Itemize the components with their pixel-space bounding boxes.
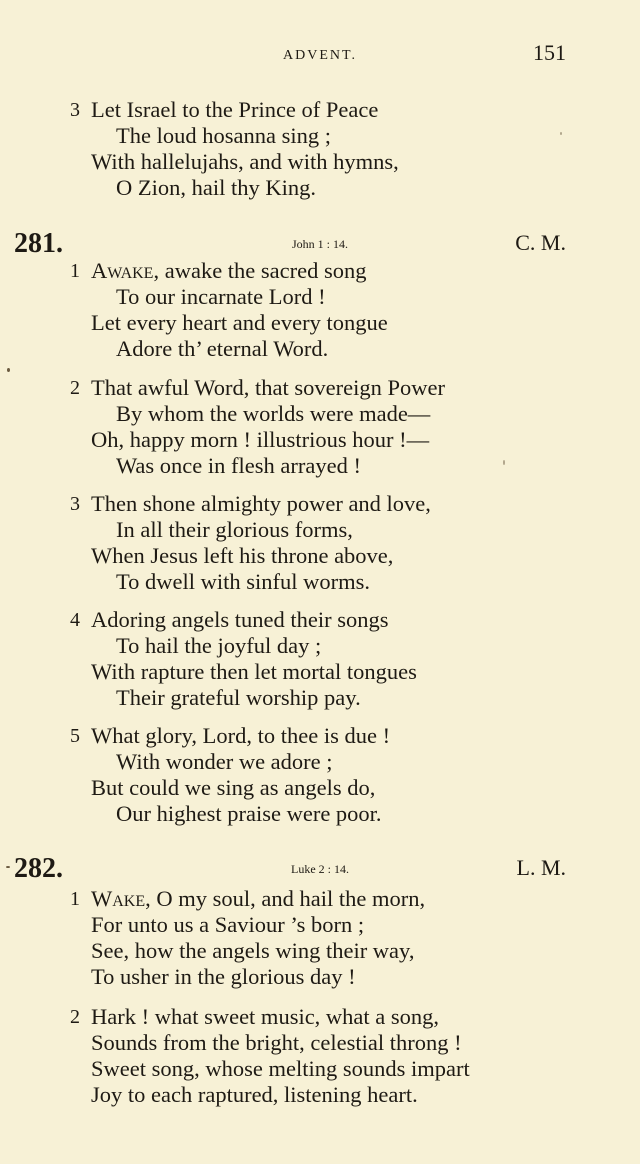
verse-line: That awful Word, that sovereign Power [91,375,445,400]
verse-line: O Zion, hail thy King. [116,175,316,200]
hymn-281-stanza-5 [0,723,640,827]
verse-line: Adoring angels tuned their songs [91,607,389,632]
verse-line: Let Israel to the Prince of Peace [91,97,379,122]
stanza-number: 2 [70,1006,80,1028]
verse-line: Their grateful worship pay. [116,685,361,710]
verse-line: Joy to each raptured, listening heart. [91,1082,418,1107]
hymn-281-stanza-2 [0,375,640,479]
verse-line: To hail the joyful day ; [116,633,322,658]
stanza-number: 1 [70,888,80,910]
verse-line: The loud hosanna sing ; [116,123,331,148]
hymn-282-stanza-2 [0,1004,640,1108]
verse-line: To usher in the glorious day ! [91,964,356,989]
verse-line [91,258,640,284]
running-title: ADVENT. [282,48,357,63]
verse-line: With rapture then let mortal tongues [91,659,417,684]
stanza-number: 4 [70,609,80,631]
hymn-number: 281. [14,228,63,259]
first-word: Wake, [91,886,151,911]
verse-line: Then shone almighty power and love, [91,491,431,516]
verse-line-rest: awake the sacred song [159,258,367,283]
ink-speck [7,368,10,372]
verse-line: With wonder we adore ; [116,749,333,774]
hymn-282-stanza-1 [0,886,640,990]
stanza-number: 3 [70,493,80,515]
hymn-meter: C. M. [515,230,566,255]
running-head [0,40,640,70]
hymn-281-heading [0,228,640,258]
verse-line-rest: O my soul, and hail the morn, [150,886,426,911]
hymn-281-stanza-4 [0,607,640,711]
verse-line: When Jesus left his throne above, [91,543,394,568]
verse-line: For unto us a Saviour ’s born ; [91,912,365,937]
ink-speck [560,132,562,135]
hymn-282-heading [0,853,640,883]
verse-line: To dwell with sinful worms. [116,569,371,594]
hymn-meter: L. M. [516,855,566,880]
verse-line: What glory, Lord, to thee is due ! [91,723,391,748]
verse-line: Oh, happy morn ! illustrious hour !— [91,427,430,452]
first-word: Awake, [91,258,160,283]
verse-line: To our incarnate Lord ! [116,284,326,309]
hymn-number: 282. [14,853,63,884]
stanza-number: 5 [70,725,80,747]
scripture-reference: Luke 2 : 14. [291,862,349,876]
verse-line: Sweet song, whose melting sounds impart [91,1056,470,1081]
verse-line: Sounds from the bright, celestial throng ! [91,1030,462,1055]
verse-line: Let every heart and every tongue [91,310,388,335]
hymn-281-stanza-3 [0,491,640,595]
verse-line: With hallelujahs, and with hymns, [91,149,399,174]
verse-line: Adore th’ eternal Word. [116,336,329,361]
verse-line: Our highest praise were poor. [116,801,382,826]
verse-line: But could we sing as angels do, [91,775,376,800]
verse-line: By whom the worlds were made— [116,401,431,426]
stanza-number: 3 [70,99,80,121]
ink-speck [503,460,505,465]
verse-line: Hark ! what sweet music, what a song, [91,1004,440,1029]
verse-line: See, how the angels wing their way, [91,938,415,963]
stanza-continuation-3 [0,97,640,201]
verse-line: In all their glorious forms, [116,517,353,542]
page-number: 151 [533,40,566,65]
stanza-number: 1 [70,260,80,282]
scripture-reference: John 1 : 14. [291,237,348,251]
hymn-281-stanza-1 [0,258,640,362]
ink-speck [6,866,10,868]
verse-line: Was once in flesh arrayed ! [116,453,361,478]
verse-line [91,886,640,912]
stanza-number: 2 [70,377,80,399]
